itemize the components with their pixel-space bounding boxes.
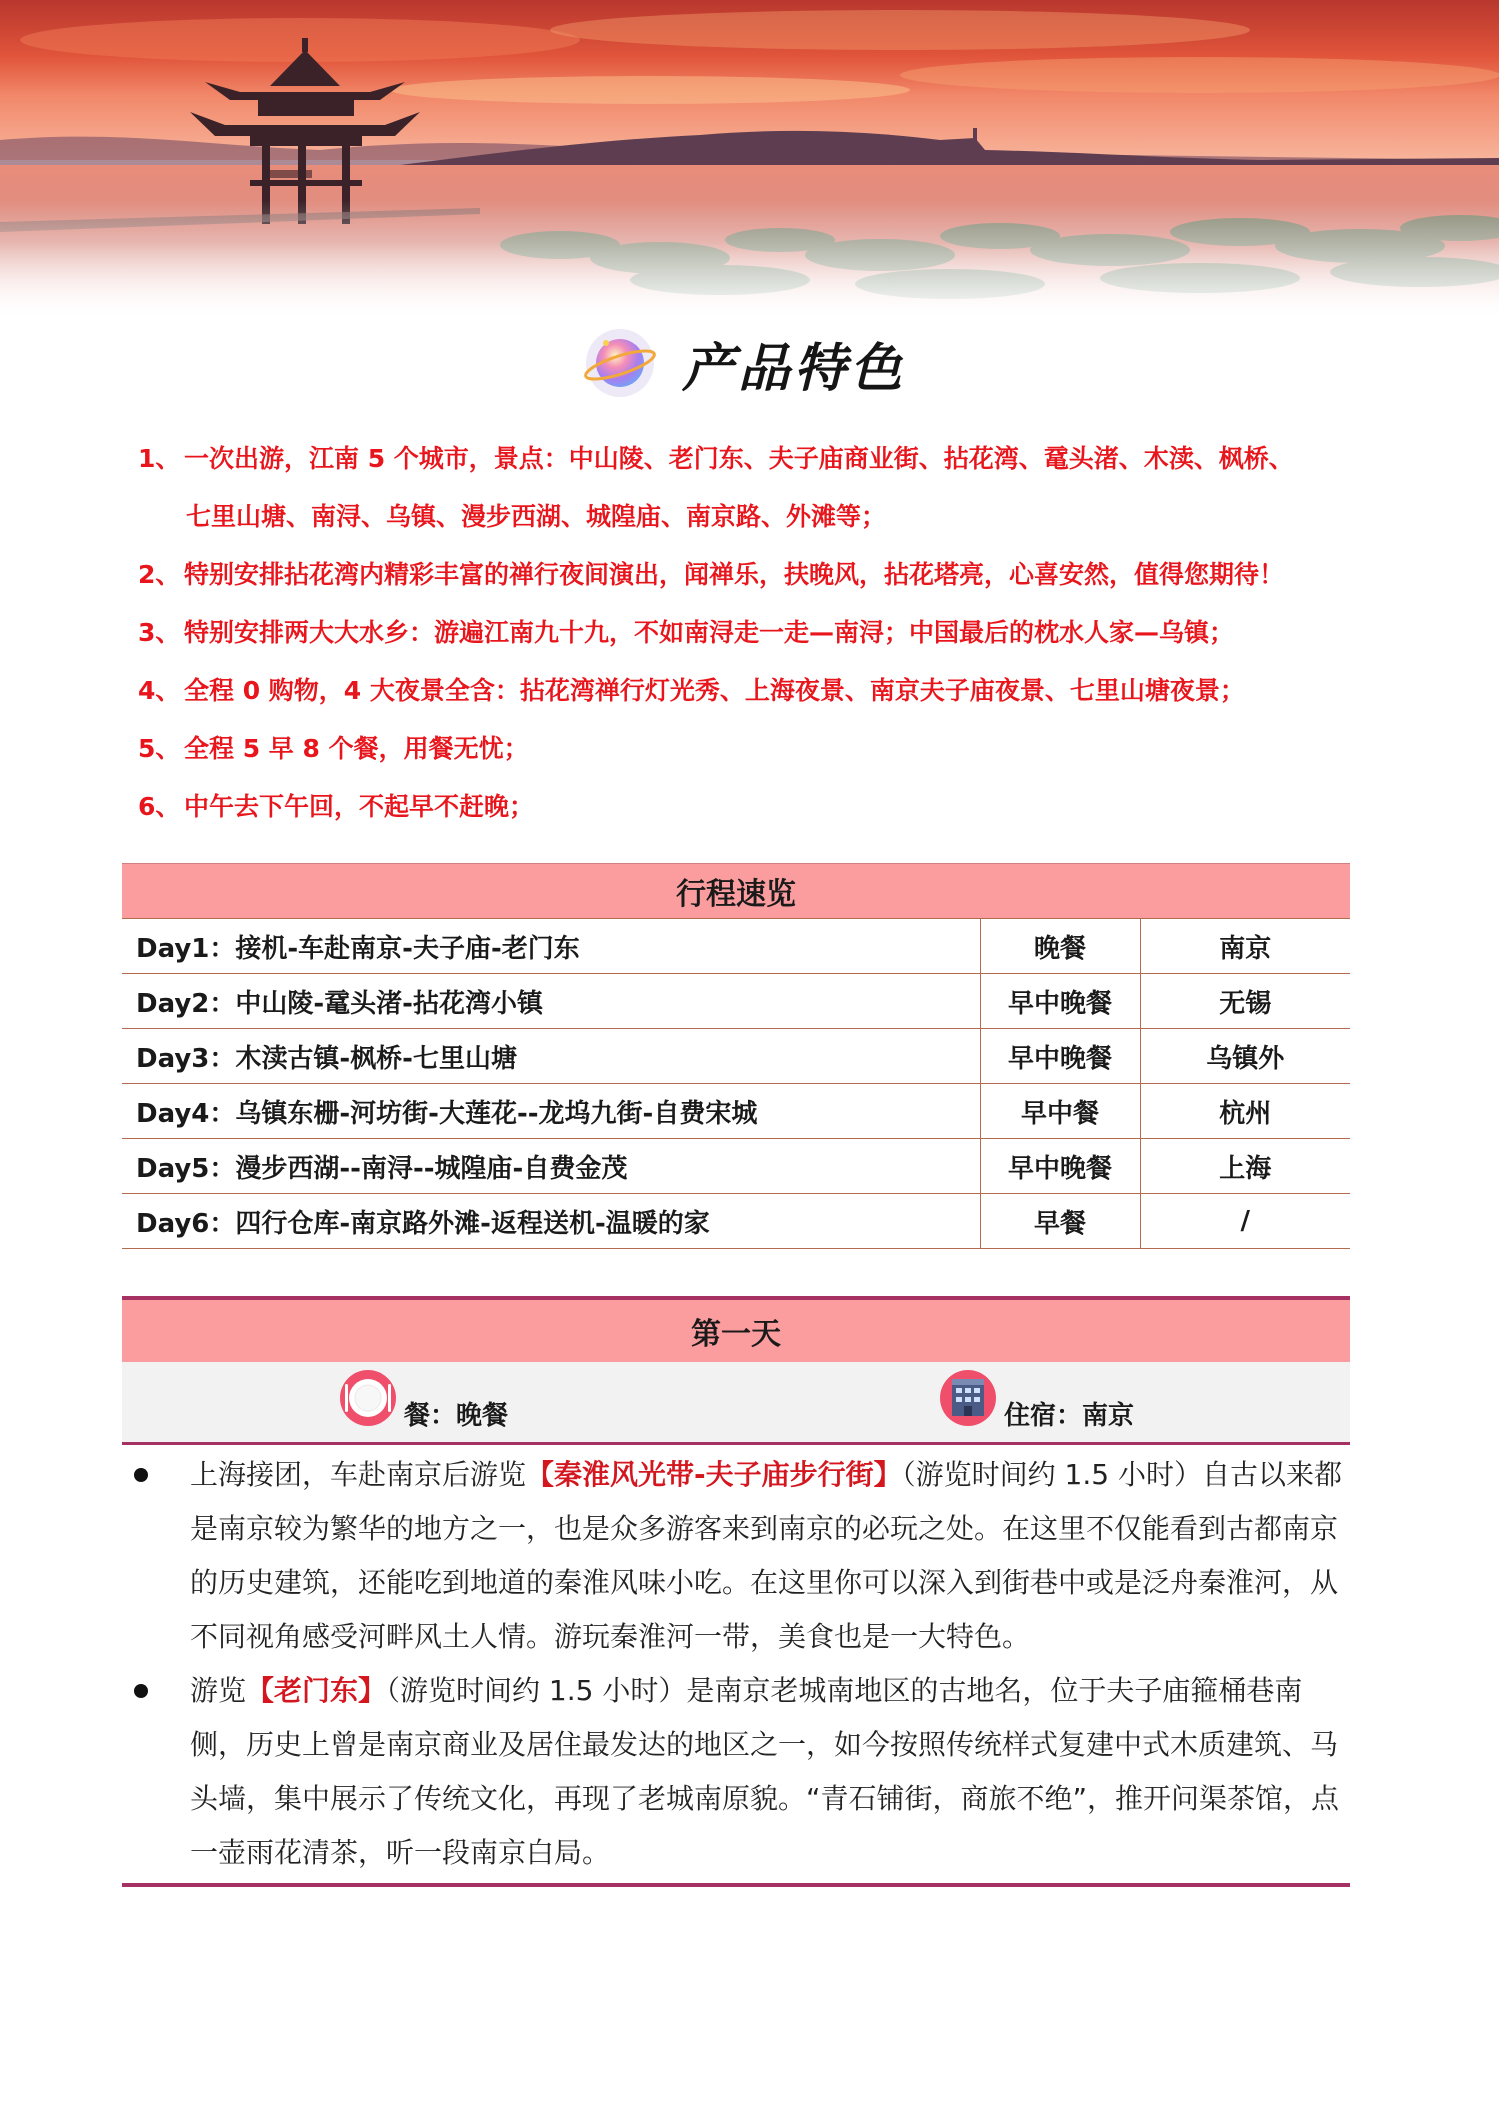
hotel-icon (938, 1368, 998, 1428)
day1-description (122, 1448, 1350, 1880)
city-cell: 杭州 (1140, 1084, 1350, 1139)
itinerary-title: 行程速览 (122, 864, 1350, 919)
table-row (122, 1139, 1350, 1194)
paragraph-text: 上海接团，车赴南京后游览 (190, 1458, 527, 1491)
feature-item-2 (138, 546, 1368, 604)
table-row (122, 974, 1350, 1029)
route-cell: Day6：四行仓库-南京路外滩-返程送机-温暖的家 (122, 1194, 980, 1249)
feature-number: 2、 (138, 560, 181, 589)
itinerary-table (122, 863, 1350, 1249)
feature-number: 4、 (138, 676, 181, 705)
table-row (122, 1194, 1350, 1249)
features-list (138, 430, 1368, 836)
itinerary-header-row (122, 864, 1350, 919)
bullet-icon (134, 1468, 148, 1482)
city-cell: 无锡 (1140, 974, 1350, 1029)
feature-text: 特别安排拈花湾内精彩丰富的禅行夜间演出，闻禅乐，扶晚风，拈花塔亮，心喜安然，值得您期待！ (184, 560, 1285, 589)
city-cell: / (1140, 1194, 1350, 1249)
stay-info (938, 1368, 1134, 1436)
meal-cell: 早中晚餐 (980, 974, 1140, 1029)
route-cell: Day2：中山陵-鼋头渚-拈花湾小镇 (122, 974, 980, 1029)
feature-number: 6、 (138, 792, 181, 821)
section-divider (122, 1883, 1350, 1887)
plate-icon (338, 1368, 398, 1428)
feature-text: 中午去下午回，不起早不赶晚； (184, 792, 535, 821)
paragraph-text: （游览时间约 1.5 小时）是南京老城南地区的古地名，位于夫子庙箍桶巷南侧，历史上曾是南京商业及居住最发达的地区之一，如今按照传统样式复建中式木质建筑、马头墙，集中展示了传统文化，再现了老城南原貌。“青石铺街，商旅不绝”，推开问渠茶馆，点一壶雨花清茶，听一段南京白局。 (190, 1674, 1340, 1869)
day1-header (122, 1296, 1350, 1445)
route-cell: Day3：木渎古镇-枫桥-七里山塘 (122, 1029, 980, 1084)
feature-item-6 (138, 778, 1368, 836)
feature-number: 5、 (138, 734, 181, 763)
meal-cell: 早中晚餐 (980, 1139, 1140, 1194)
day1-title: 第一天 (122, 1298, 1350, 1362)
feature-text: 一次出游，江南 5 个城市，景点：中山陵、老门东、夫子庙商业街、拈花湾、鼋头渚、木渎、枫桥、 (184, 444, 1294, 473)
feature-text: 全程 5 早 8 个餐，用餐无忧； (184, 734, 529, 763)
highlight-text: 【老门东】 (246, 1674, 387, 1707)
feature-item-1-continued: 七里山塘、南浔、乌镇、漫步西湖、城隍庙、南京路、外滩等； (186, 502, 887, 531)
table-row (122, 1084, 1350, 1139)
day1-info-row (122, 1362, 1350, 1444)
meal-cell: 早中餐 (980, 1084, 1140, 1139)
highlight-text: 【秦淮风光带-夫子庙步行街】 (526, 1458, 902, 1491)
planet-icon (580, 323, 660, 403)
features-title: 产品特色 (682, 338, 907, 399)
feature-number: 1、 (138, 444, 181, 473)
city-cell: 乌镇外 (1140, 1029, 1350, 1084)
meal-cell: 早中晚餐 (980, 1029, 1140, 1084)
stay-label: 住宿：南京 (1003, 1401, 1134, 1431)
feature-item-3 (138, 604, 1368, 662)
bullet-icon (134, 1684, 148, 1698)
city-cell: 南京 (1140, 919, 1350, 974)
paragraph-text: （游览时间约 1.5 小时）自古以来都是南京较为繁华的地方之一，也是众多游客来到南京的必玩之处。在这里不仅能看到古都南京的历史建筑，还能吃到地道的秦淮风味小吃。在这里你可以深入到街巷中或是泛舟秦淮河，从不同视角感受河畔风土人情。游玩秦淮河一带，美食也是一大特色。 (190, 1458, 1342, 1653)
feature-number: 3、 (138, 618, 181, 647)
paragraph-text: 游览 (190, 1674, 247, 1707)
feature-text: 特别安排两大大水乡：游遍江南九十九，不如南浔走一走—南浔；中国最后的枕水人家—乌镇； (184, 618, 1235, 647)
features-heading (580, 318, 906, 408)
list-item (122, 1664, 1350, 1880)
route-cell: Day4：乌镇东栅-河坊街-大莲花--龙坞九街-自费宋城 (122, 1084, 980, 1139)
list-item (122, 1448, 1350, 1664)
meal-cell: 晚餐 (980, 919, 1140, 974)
table-row (122, 1029, 1350, 1084)
feature-item-4 (138, 662, 1368, 720)
feature-item-5 (138, 720, 1368, 778)
hero-banner (0, 0, 1499, 320)
route-cell: Day5：漫步西湖--南浔--城隍庙-自费金茂 (122, 1139, 980, 1194)
meal-info (338, 1368, 508, 1436)
feature-text: 全程 0 购物，4 大夜景全含：拈花湾禅行灯光秀、上海夜景、南京夫子庙夜景、七里山塘夜景； (184, 676, 1245, 705)
sunset-lake-pavilion-image (0, 0, 1499, 320)
feature-item-1 (138, 430, 1368, 488)
city-cell: 上海 (1140, 1139, 1350, 1194)
meal-label: 餐：晚餐 (403, 1401, 508, 1431)
table-row (122, 919, 1350, 974)
route-cell: Day1：接机-车赴南京-夫子庙-老门东 (122, 919, 980, 974)
meal-cell: 早餐 (980, 1194, 1140, 1249)
